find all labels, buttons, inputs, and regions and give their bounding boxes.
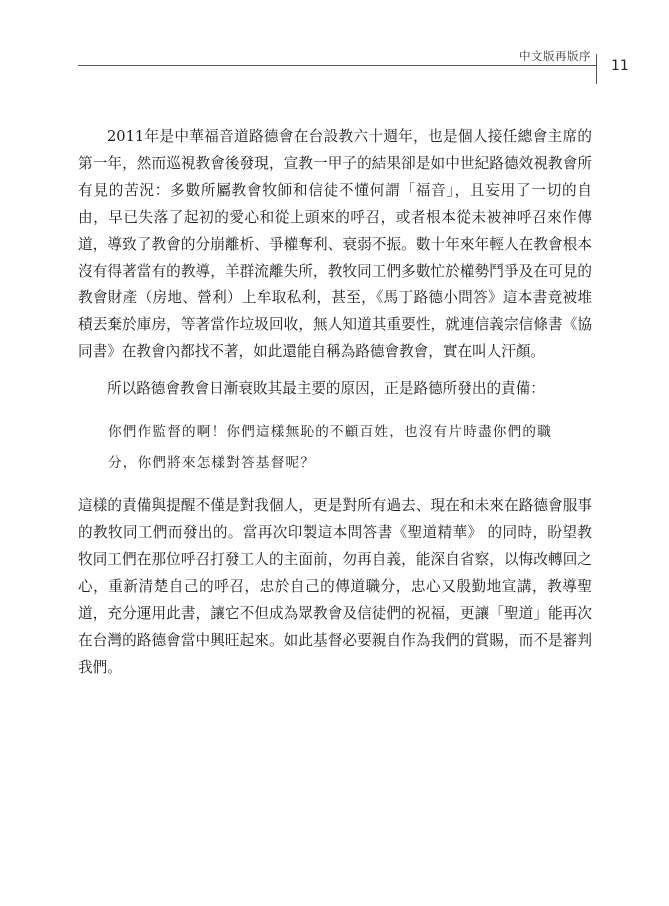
page-body: [78, 124, 592, 681]
page-number: 11: [611, 58, 629, 74]
paragraph-lead-in: 所以路德會教會日漸衰敗其最主要的原因，正是路德所發出的責備：: [107, 380, 545, 398]
running-header: [78, 44, 605, 66]
running-header-title: 中文版再版序: [519, 49, 591, 63]
header-divider: [596, 54, 597, 84]
paragraph-intro: 2011年是中華福音道路德會在台設教六十週年，也是個人接任總會主席的第一年，然而巡視教會後發現，宣教一甲子的結果卻是如中世紀路德效視教會所有見的苦況：多數所屬教會牧師和信徒不懂何謂「福音」，且妄用了一切的自由，早已失落了起初的愛心和從上頭來的呼召，或者根本從未被神呼召來作傳道，導致了教會的分崩離析、爭權奪利、衰弱不振。數十年來年輕人在教會根本沒有得著當有的教導，羊群流離失所，教牧同工們多數忙於權勢鬥爭及在可見的教會財產（房地、營利）上牟取私利，甚至，《馬丁路德小問答》這本書竟被堆積丟棄於庫房，等著當作垃圾回收，無人知道其重要性，就連信義宗信條書《協同書》在教會內都找不著，如此還能自稱為路德會教會，實在叫人汗顏。: [78, 128, 592, 361]
paragraph-conclusion: 這樣的責備與提醒不僅是對我個人，更是對所有過去、現在和未來在路德會服事的教牧同工們而發出的。當再次印製這本問答書《聖道精華》 的同時，盼望教牧同工們在那位呼召打發工人的主面前，勿再自義，能深自省察，以悔改轉回之心，重新清楚自己的呼召，忠於自己的傳道職分，忠心又殷勤地宣講，教導聖道，充分運用此書，讓它不但成為眾教會及信徒們的祝福，更讓「聖道」能再次在台灣的路德會當中興旺起來。如此基督必要親自作為我們的賞賜，而不是審判我們。: [78, 497, 592, 676]
header-rule: [78, 65, 597, 66]
block-quote: 你們作監督的啊！你們這樣無恥的不顧百姓，也沒有片時盡你們的職分，你們將來怎樣對答基督呢？: [108, 424, 552, 472]
